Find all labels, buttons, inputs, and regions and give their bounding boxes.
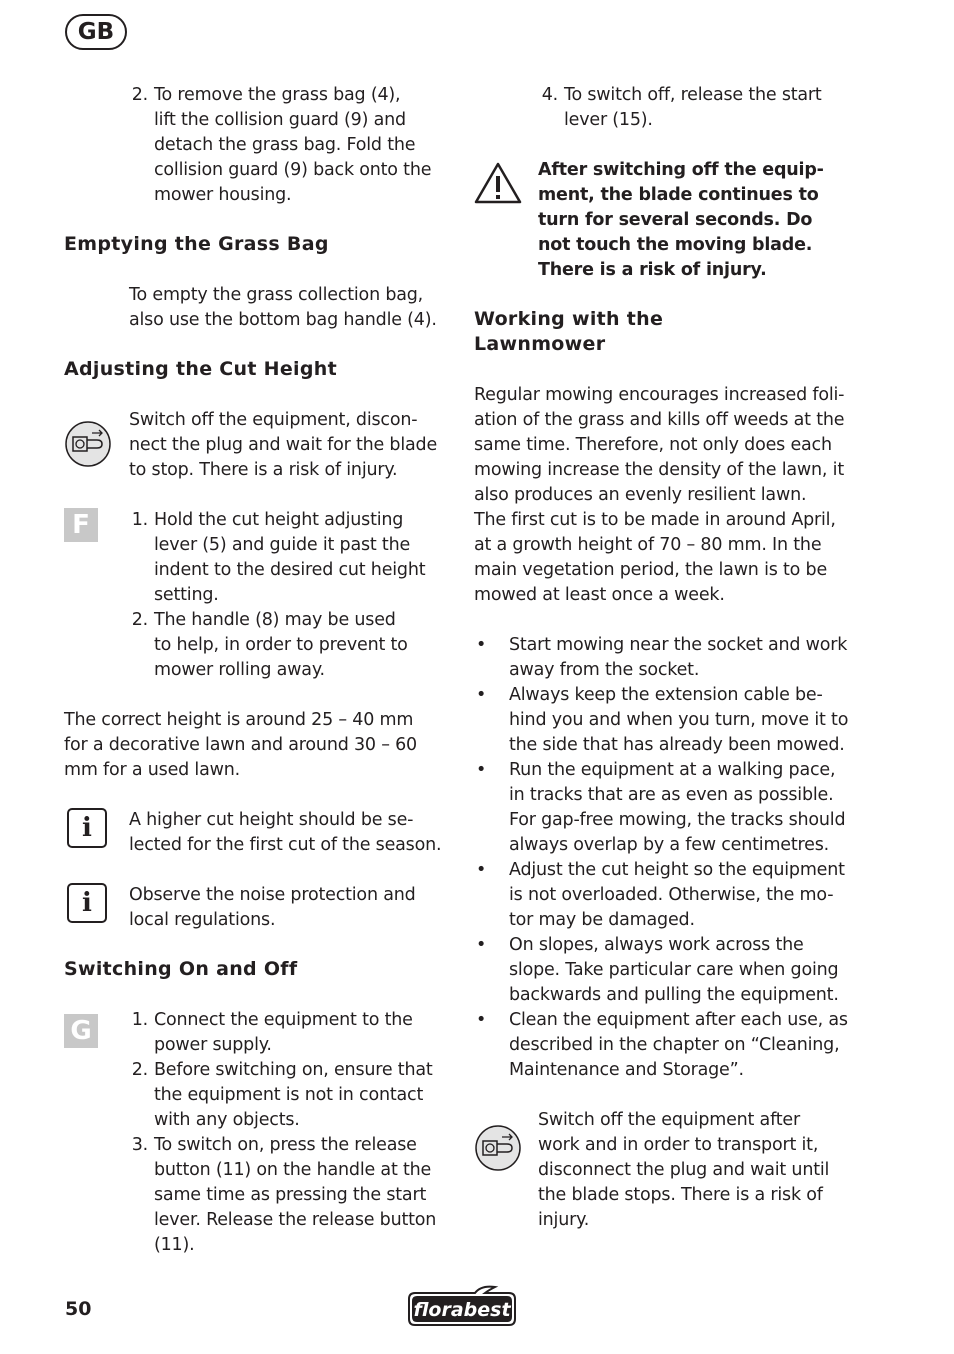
list-number: 2. xyxy=(131,1060,148,1080)
emptying-text: To empty the grass collection bag, also use the bottom bag handle (4). xyxy=(129,285,437,330)
list-number: 1. xyxy=(131,510,148,530)
switch-step-3-text: To switch on, press the release button (11) on the handle at the same time as pressing the start lever. Release the release button (11). xyxy=(154,1135,437,1255)
bullet-marker: • xyxy=(476,760,487,780)
bullet-item: Clean the equipment after each use, as described in the chapter on “Cleaning, Maintenance and Storage”. xyxy=(509,1010,848,1080)
info-icon: i xyxy=(67,808,107,848)
remove-grass-bag-text: To remove the grass bag (4), lift the collision guard (9) and detach the grass bag. Fold the collision guard (9) back onto the mower housing. xyxy=(154,85,432,205)
figure-letter-g: G xyxy=(64,1014,98,1048)
bullet-item: Run the equipment at a walking pace, in tracks that are as even as possible. For gap-free mowing, the tracks should always overlap by a few centimetres. xyxy=(509,760,846,855)
list-number: 3. xyxy=(131,1135,148,1155)
transport-warning-text: Switch off the equipment after work and in order to transport it, disconnect the plug and wait until the blade stops. There is a risk of injury. xyxy=(538,1110,830,1230)
section-heading-switching: Switching On and Off xyxy=(64,958,298,980)
switch-step-1-text: Connect the equipment to the power supply. xyxy=(154,1010,413,1055)
bullet-marker: • xyxy=(476,935,487,955)
bullet-item: Adjust the cut height so the equipment is not overloaded. Otherwise, the mo- tor may be damaged. xyxy=(509,860,845,930)
bullet-marker: • xyxy=(476,1010,487,1030)
bullet-item: On slopes, always work across the slope. Take particular care when going backwards and pulling the equipment. xyxy=(509,935,839,1005)
warning-triangle-icon xyxy=(473,161,523,205)
correct-height-text: The correct height is around 25 – 40 mm for a decorative lawn and around 30 – 60 mm for a used lawn. xyxy=(64,710,417,780)
bullet-item: Start mowing near the socket and work away from the socket. xyxy=(509,635,848,680)
section-heading-adjusting: Adjusting the Cut Height xyxy=(64,358,337,380)
bullet-marker: • xyxy=(476,685,487,705)
language-badge: GB xyxy=(65,14,127,50)
section-heading-working: Working with the Lawnmower xyxy=(474,308,664,355)
page-number: 50 xyxy=(65,1298,92,1320)
blade-warning-text: After switching off the equip- ment, the blade continues to turn for several seconds. Do not touch the moving blade. There is a risk of injury. xyxy=(538,160,824,280)
bullet-marker: • xyxy=(476,860,487,880)
section-heading-emptying: Emptying the Grass Bag xyxy=(64,233,329,255)
bullet-item: Always keep the extension cable be- hind you and when you turn, move it to the side that has already been mowed. xyxy=(509,685,849,755)
list-number: 1. xyxy=(131,1010,148,1030)
adjust-step-1-text: Hold the cut height adjusting lever (5) and guide it past the indent to the desired cut height setting. xyxy=(154,510,426,605)
list-number: 2. xyxy=(131,85,148,105)
info-icon: i xyxy=(67,883,107,923)
unplug-icon xyxy=(64,420,112,468)
list-number: 4. xyxy=(541,85,558,105)
working-paragraph: Regular mowing encourages increased foli- ation of the grass and kills off weeds at the same time. Therefore, not only does each mowing increase the density of the lawn, it also produces an evenly resilient lawn. The first cut is to be made in around April, at a growth height of 70 – 80 mm. In the main vegetation period, the lawn is to be mowed at least once a week. xyxy=(474,385,845,605)
svg-text:florabest: florabest xyxy=(413,1299,511,1321)
switch-step-2-text: Before switching on, ensure that the equipment is not in contact with any objects. xyxy=(154,1060,433,1130)
florabest-logo xyxy=(405,1283,517,1327)
bullet-marker: • xyxy=(476,635,487,655)
switch-off-text: To switch off, release the start lever (15). xyxy=(564,85,822,130)
figure-letter-f: F xyxy=(64,508,98,542)
list-number: 2. xyxy=(131,610,148,630)
unplug-warning-text: Switch off the equipment, discon- nect the plug and wait for the blade to stop. There is a risk of injury. xyxy=(129,410,438,480)
info-first-cut-text: A higher cut height should be se- lected for the first cut of the season. xyxy=(129,810,442,855)
unplug-icon xyxy=(474,1124,522,1172)
adjust-step-2-text: The handle (8) may be used to help, in order to prevent to mower rolling away. xyxy=(154,610,408,680)
info-noise-text: Observe the noise protection and local regulations. xyxy=(129,885,416,930)
